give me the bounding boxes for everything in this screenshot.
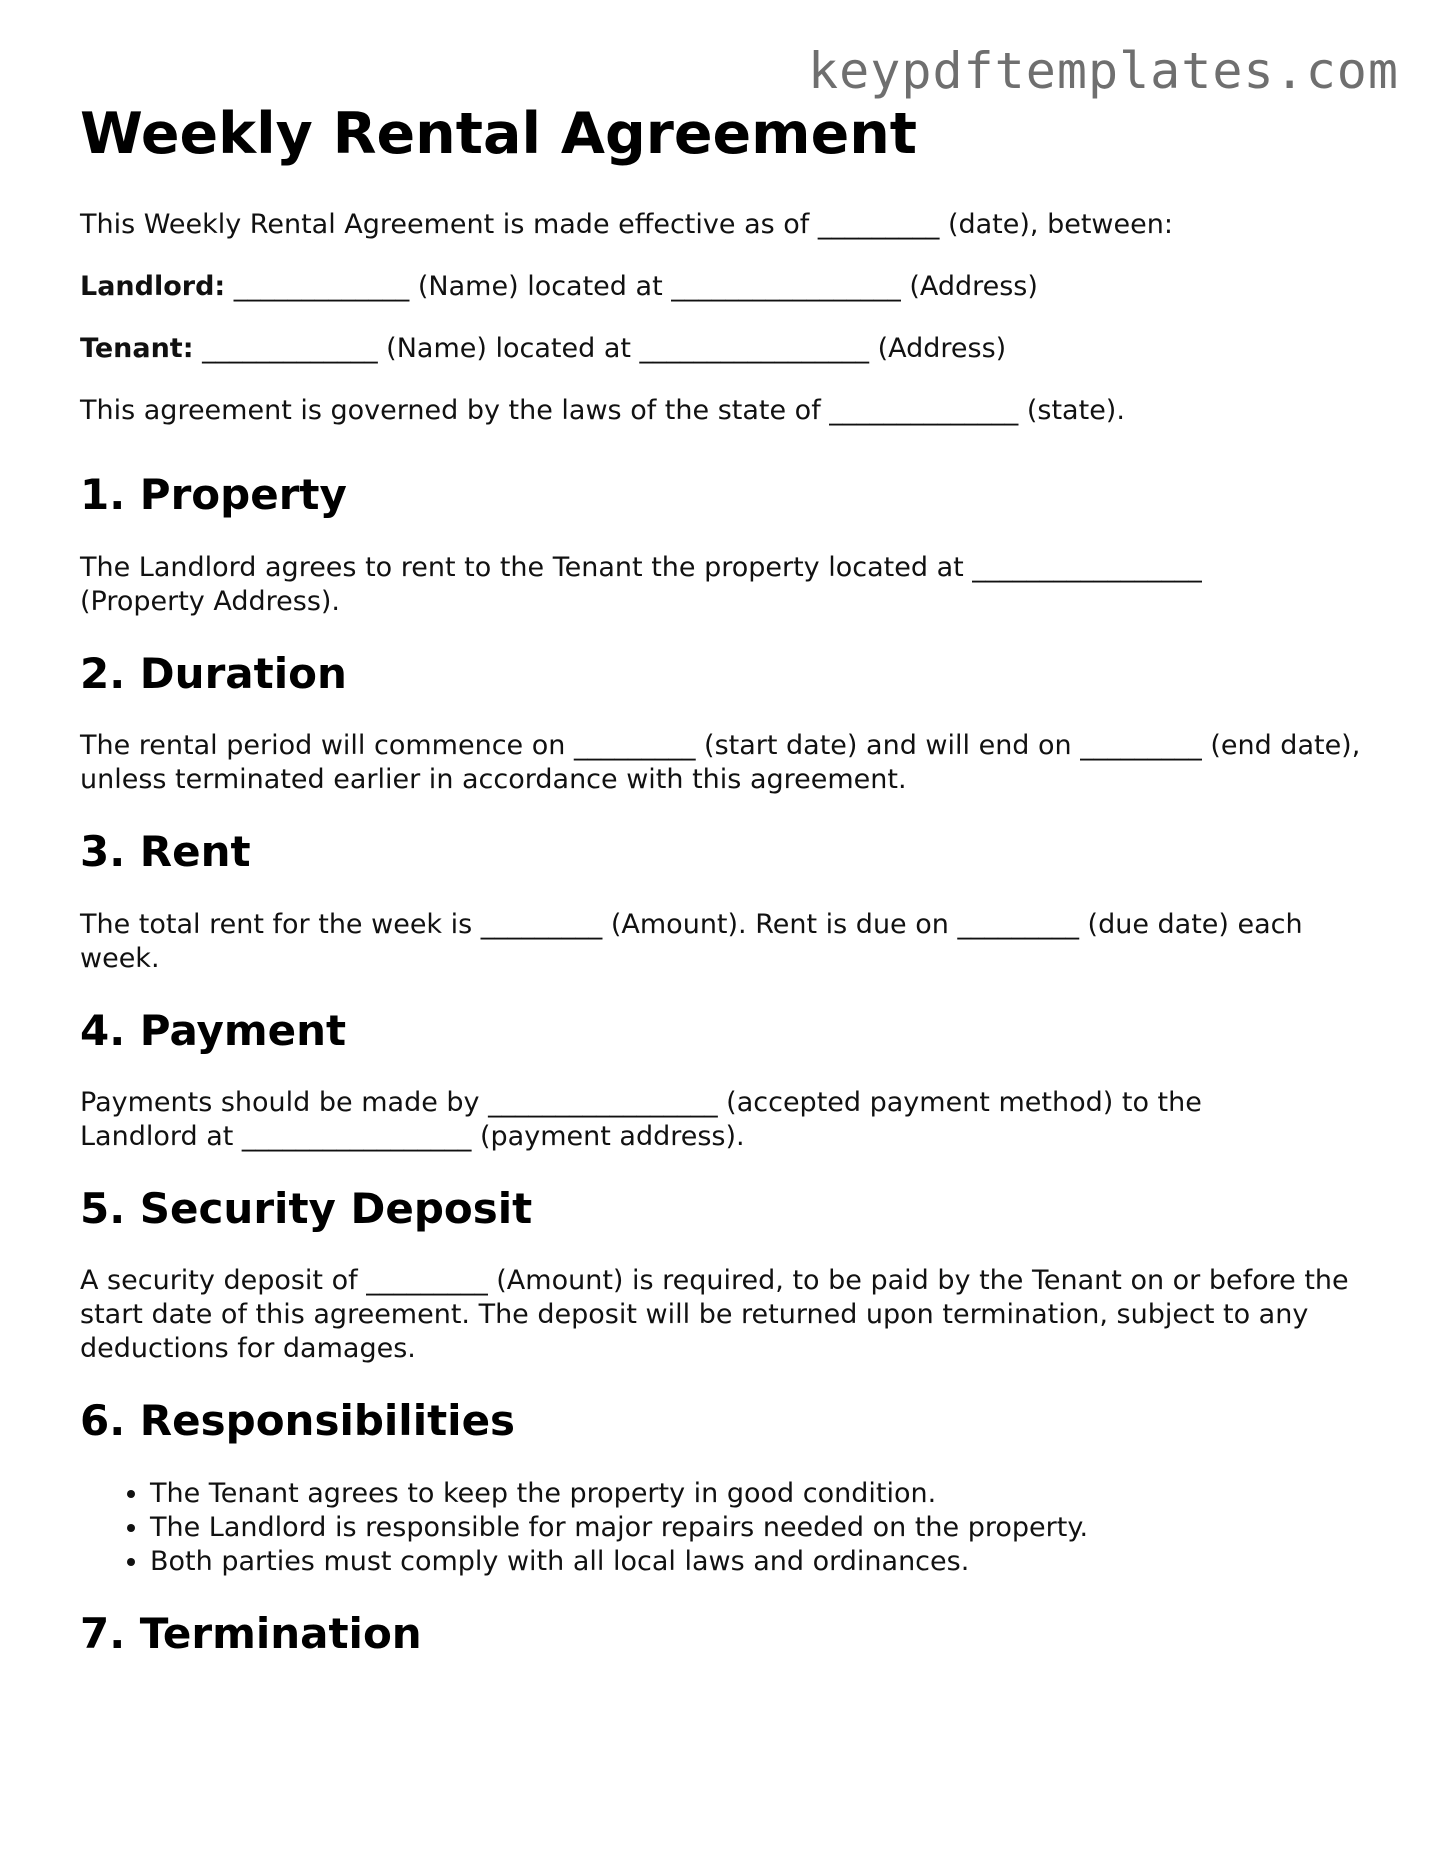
section-text: The rental period will commence on _________ (start date) and will end on _________ (end date), unless terminated earlier in accordance with this agreement. [80,730,1361,796]
governing-law-line: This agreement is governed by the laws of the state of ______________ (state). [80,395,1125,427]
section-property [80,470,1380,618]
document-title: Weekly Rental Agreement [80,101,918,167]
section-responsibilities [80,1396,1380,1578]
section-heading: 3. Rent [80,827,251,877]
section-heading: 4. Payment [80,1005,347,1055]
section-text: A security deposit of _________ (Amount) is required, to be paid by the Tenant on or before the start date of this agreement. The deposit will be returned upon termination, subject to any deductions for damages. [80,1265,1349,1365]
section-security-deposit [80,1184,1380,1366]
list-item: • The Tenant agrees to keep the property in good condition. [150,1477,1380,1511]
tenant-label: Tenant: [80,333,194,365]
section-rent [80,827,1380,975]
watermark: keypdftemplates.com [808,42,1399,100]
tenant-text: _____________ (Name) located at _________________ (Address) [193,333,1007,365]
section-termination [80,1609,1380,1659]
tenant-line [80,332,1006,366]
list-item: • The Landlord is responsible for major repairs needed on the property. [150,1511,1380,1545]
section-heading: 2. Duration [80,648,347,698]
landlord-text: _____________ (Name) located at _________________ (Address) [225,271,1038,303]
landlord-label: Landlord: [80,271,226,303]
landlord-line [80,270,1038,304]
section-heading: 7. Termination [80,1608,422,1658]
section-heading: 5. Security Deposit [80,1183,533,1233]
section-text: Payments should be made by _________________ (accepted payment method) to the Landlord at _________________ (payment address). [80,1086,1202,1152]
section-text: The total rent for the week is _________ (Amount). Rent is due on _________ (due date) each week. [80,908,1303,974]
responsibilities-list [80,1477,1380,1579]
section-duration [80,649,1380,797]
section-heading: 6. Responsibilities [80,1396,516,1446]
document-page [80,100,1380,1689]
intro-block [80,208,1380,456]
section-text: The Landlord agrees to rent to the Tenant the property located at _________________ (Property Address). [80,551,1202,617]
list-item: • Both parties must comply with all local laws and ordinances. [150,1545,1380,1579]
effective-date-line: This Weekly Rental Agreement is made effective as of _________ (date), between: [80,209,1173,241]
section-heading: 1. Property [80,470,347,520]
section-payment [80,1006,1380,1154]
